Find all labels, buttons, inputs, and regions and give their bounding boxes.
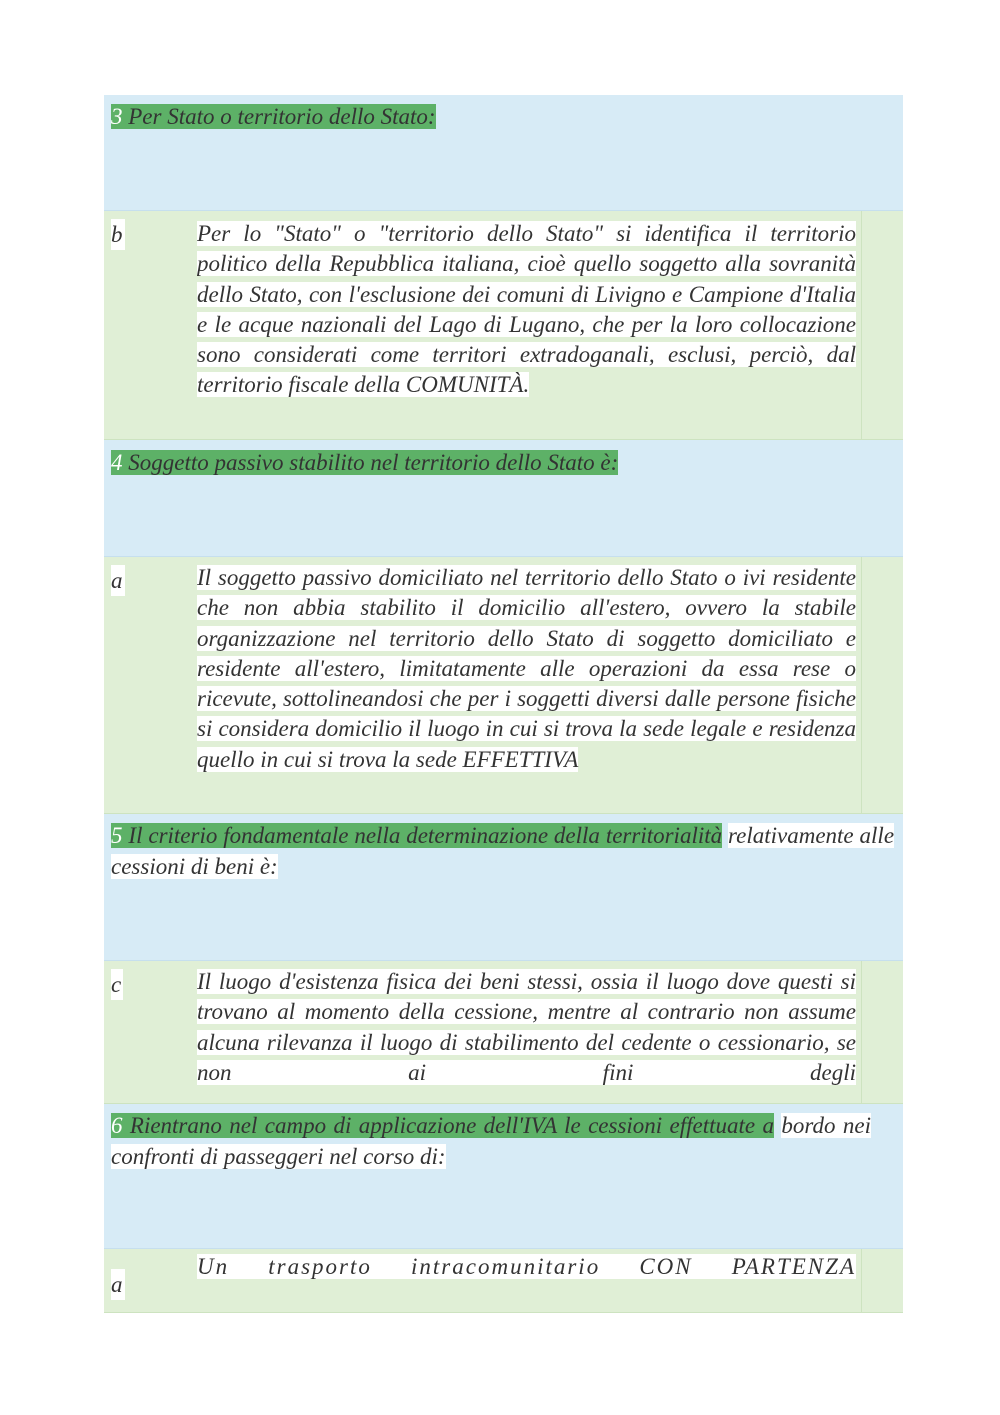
question-text xyxy=(111,101,894,132)
question-label: Rientrano nel campo di applicazione dell'IVA le cessioni effettuate a xyxy=(129,1113,775,1138)
answer-row xyxy=(104,1249,903,1313)
column-divider xyxy=(861,961,862,1103)
answer-letter: a xyxy=(111,565,125,596)
quiz-table xyxy=(104,95,903,1313)
question-number: 5 xyxy=(111,823,123,848)
answer-text: Per lo "Stato" o "territorio dello Stato" si identifica il territorio politico della Repubblica italiana, cioè quello soggetto alla sovranità dello Stato, con l'esclusione dei comuni di Livigno e Campione d'Italia e le acque nazionali del Lago di Lugano, che per la loro collocazione sono considerati come territori extradoganali, esclusi, perciò, dal territorio fiscale della COMUNITÀ. xyxy=(197,221,856,398)
answer-row xyxy=(104,557,903,814)
question-row xyxy=(104,1104,903,1249)
question-row xyxy=(104,814,903,961)
answer-letter: a xyxy=(111,1269,125,1300)
question-row xyxy=(104,95,903,211)
question-number: 4 xyxy=(111,450,123,475)
answer-text: Il soggetto passivo domiciliato nel territorio dello Stato o ivi residente che non abbia stabilito il domicilio all'estero, ovvero la stabile organizzazione nel territorio dello Stato di soggetto domiciliato e residente all'estero, limitatamente alle operazioni da essa rese o ricevute, sottolineandosi che per i soggetti diversi dalle persone fisiche si considera domicilio il luogo in cui si trova la sede legale e residenza quello in cui si trova la sede EFFETTIVA xyxy=(197,565,856,772)
answer-row xyxy=(104,211,903,440)
answer-text: Il luogo d'esistenza fisica dei beni stessi, ossia il luogo dove questi si trovano al momento della cessione, mentre al contrario non assume alcuna rilevanza il luogo di stabilimento del cedente o cessionario, se non ai fini degli xyxy=(197,969,856,1085)
question-number: 3 xyxy=(111,104,123,129)
question-label: Soggetto passivo stabilito nel territorio dello Stato è: xyxy=(128,450,619,475)
answer-letter: b xyxy=(111,219,125,250)
column-divider xyxy=(861,211,862,439)
column-divider xyxy=(861,557,862,813)
question-text xyxy=(111,1110,871,1172)
question-text xyxy=(111,820,894,882)
answer-row xyxy=(104,961,903,1104)
question-label: Per Stato o territorio dello Stato: xyxy=(128,104,436,129)
question-row xyxy=(104,440,903,557)
question-label-continued: relativamente alle cessioni di beni è: xyxy=(111,823,895,879)
answer-letter: c xyxy=(111,969,123,1000)
question-label-continued: bordo nei confronti di passeggeri nel corso di: xyxy=(111,1113,872,1169)
answer-text: Un trasporto intracomunitario CON PARTENZA xyxy=(197,1254,856,1279)
column-divider xyxy=(861,1249,862,1312)
question-text xyxy=(111,447,894,478)
question-number: 6 xyxy=(111,1113,123,1138)
question-label: Il criterio fondamentale nella determinazione della territorialità xyxy=(128,823,723,848)
